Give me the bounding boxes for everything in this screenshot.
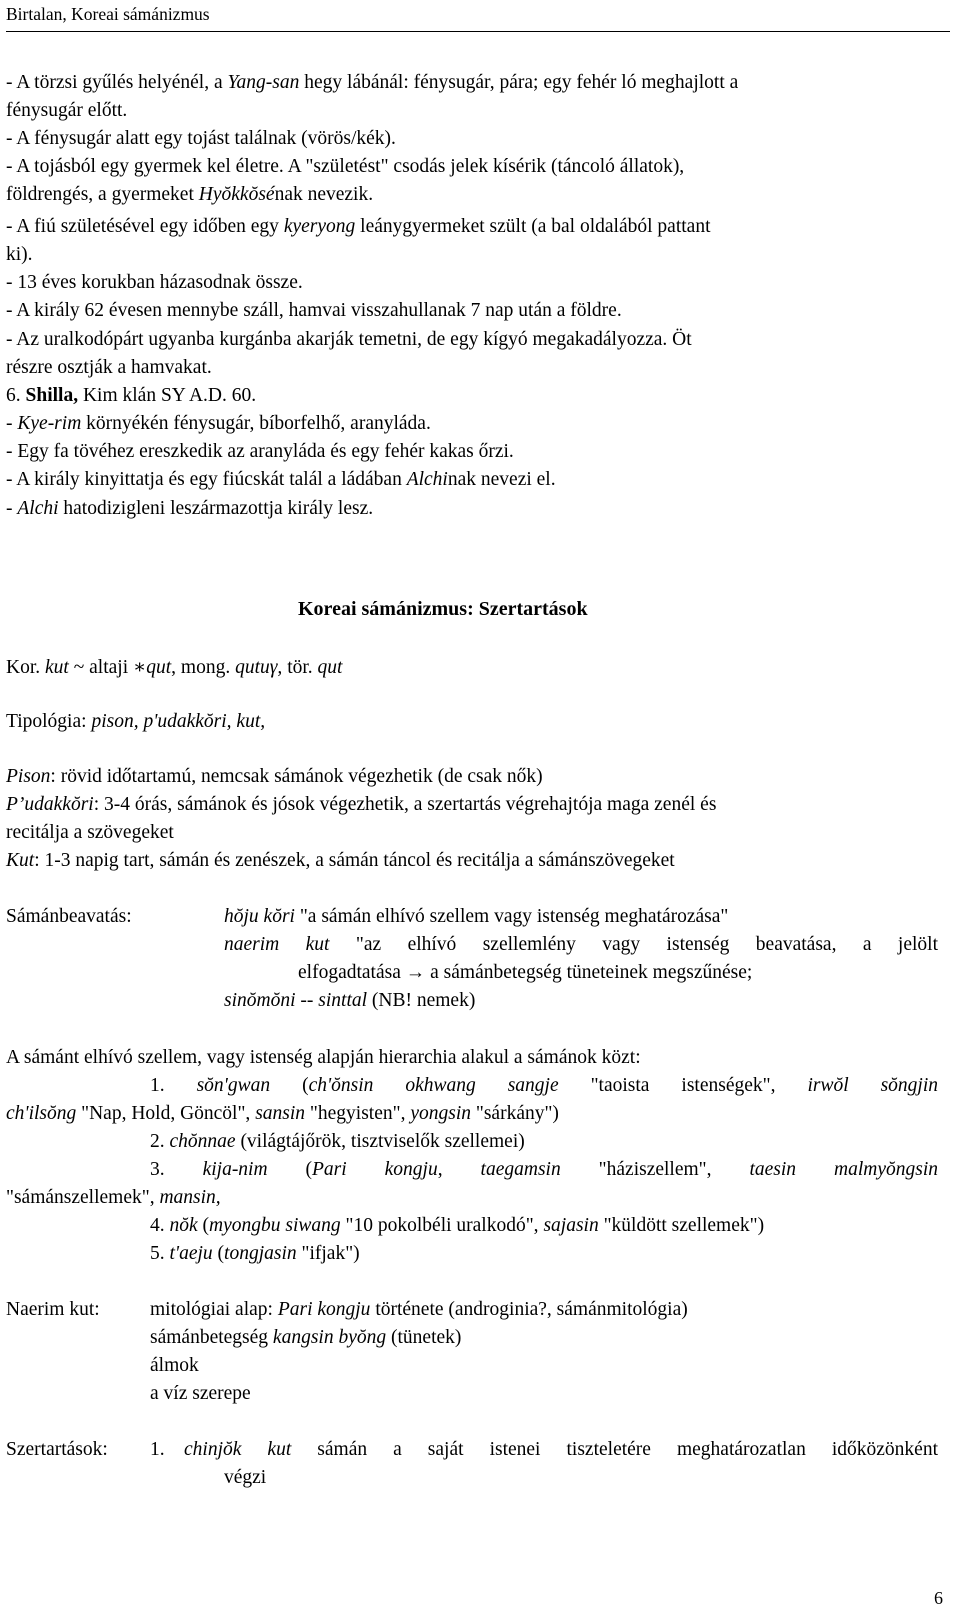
text-line: fénysugár előtt. — [6, 100, 128, 121]
naerim-item: mitológiai alap: Pari kongju története (androginia?, sámánmitológia) — [150, 1299, 688, 1320]
text-line: - A király 62 évesen mennybe száll, hamvai visszahullanak 7 nap után a földre. — [6, 300, 622, 321]
initiation-item-cont: elfogadtatása → a sámánbetegség tüneteinek megszűnése; — [298, 962, 753, 983]
arrow-icon: → — [405, 962, 426, 983]
hierarchy-item: 4. nŏk (myongbu siwang "10 pokolbéli uralkodó", sajasin "küldött szellemek") — [150, 1215, 765, 1236]
text-line: - A király kinyittatja és egy fiúcskát talál a ládában Alchinak nevezi el. — [6, 469, 556, 490]
text-line: - A tojásból egy gyermek kel életre. A "születést" csodás jelek kísérik (táncoló állatok), — [6, 156, 685, 177]
text-line: - 13 éves korukban házasodnak össze. — [6, 272, 303, 293]
ceremonies-label: Szertartások: — [6, 1439, 108, 1460]
naerim-label: Naerim kut: — [6, 1299, 100, 1320]
text-line: - A fiú születésével egy időben egy kyeryong leánygyermeket szült (a bal oldalából pattant — [6, 216, 711, 237]
text-line: - Az uralkodópárt ugyanba kurgánba akarják temetni, de egy kígyó megakadályozza. Öt — [6, 329, 692, 350]
etymology-line: Kor. kut ~ altaji ∗qut, mong. qutuγ, tör. qut — [6, 657, 343, 678]
section-title: Koreai sámánizmus: Szertartások — [298, 598, 588, 620]
hierarchy-item: 3. kija-nim (Pari kongju, taegamsin "háziszellem", taesin malmyŏngsin — [150, 1159, 938, 1180]
type-pudakkori-cont: recitálja a szövegeket — [6, 822, 174, 843]
initiation-item: hŏju kŏri "a sámán elhívó szellem vagy istenség meghatározása" — [224, 906, 729, 927]
text-line: részre osztják a hamvakat. — [6, 357, 212, 378]
hierarchy-item: 1. sŏn'gwan (ch'ŏnsin okhwang sangje "taoista istenségek", irwŏl sŏngjin — [150, 1075, 938, 1096]
ceremonies-item-cont: végzi — [224, 1467, 267, 1488]
initiation-item: naerim kut "az elhívó szellemlény vagy istenség beavatása, a jelölt — [224, 934, 938, 955]
ceremonies-item: chinjŏk kut sámán a saját istenei tiszteletére meghatározatlan időközönként — [184, 1439, 938, 1460]
naerim-item: sámánbetegség kangsin byŏng (tünetek) — [150, 1327, 462, 1348]
type-pudakkori: P’udakkŏri: 3-4 órás, sámánok és jósok végezhetik, a szertartás végrehajtója maga zenél és — [6, 794, 717, 815]
text-line: - A fénysugár alatt egy tojást találnak (vörös/kék). — [6, 128, 396, 149]
page-number: 6 — [934, 1588, 943, 1608]
hierarchy-item-cont: ch'ilsŏng "Nap, Hold, Göncöl", sansin "hegyisten", yongsin "sárkány") — [6, 1103, 559, 1124]
text-line: - Kye-rim környékén fénysugár, bíborfelhő, aranyláda. — [6, 413, 431, 434]
text-line: - Alchi hatodizigleni leszármazottja király lesz. — [6, 498, 374, 519]
type-pison: Pison: rövid időtartamú, nemcsak sámánok végezhetik (de csak nők) — [6, 766, 543, 787]
hierarchy-item: 2. chŏnnae (világtájőrök, tisztviselők szellemei) — [150, 1131, 525, 1152]
text-line: földrengés, a gyermeket Hyŏkkŏsénak nevezik. — [6, 184, 374, 205]
hierarchy-intro: A sámánt elhívó szellem, vagy istenség alapján hierarchia alakul a sámánok közt: — [6, 1047, 641, 1068]
text-line: - Egy fa tövéhez ereszkedik az aranyláda és egy fehér kakas őrzi. — [6, 441, 514, 462]
type-kut: Kut: 1-3 napig tart, sámán és zenészek, a sámán táncol és recitálja a sámánszövegeket — [6, 850, 675, 871]
naerim-item: a víz szerepe — [150, 1383, 251, 1404]
running-header: Birtalan, Koreai sámánizmus — [6, 4, 950, 32]
initiation-item: sinŏmŏni -- sinttal (NB! nemek) — [224, 990, 476, 1011]
hierarchy-item: 5. t'aeju (tongjasin "ifjak") — [150, 1243, 360, 1264]
naerim-item: álmok — [150, 1355, 199, 1376]
typology-line: Tipológia: pison, p'udakkŏri, kut, — [6, 711, 266, 732]
initiation-label: Sámánbeavatás: — [6, 906, 132, 927]
text-line: - A törzsi gyűlés helyénél, a Yang-san hegy lábánál: fénysugár, pára; egy fehér ló meghajlott a — [6, 72, 739, 93]
hierarchy-item-cont: "sámánszellemek", mansin, — [6, 1187, 221, 1208]
text-line: ki). — [6, 244, 33, 265]
text-line: 6. Shilla, Kim klán SY A.D. 60. — [6, 385, 257, 406]
ceremonies-number: 1. — [150, 1439, 165, 1460]
